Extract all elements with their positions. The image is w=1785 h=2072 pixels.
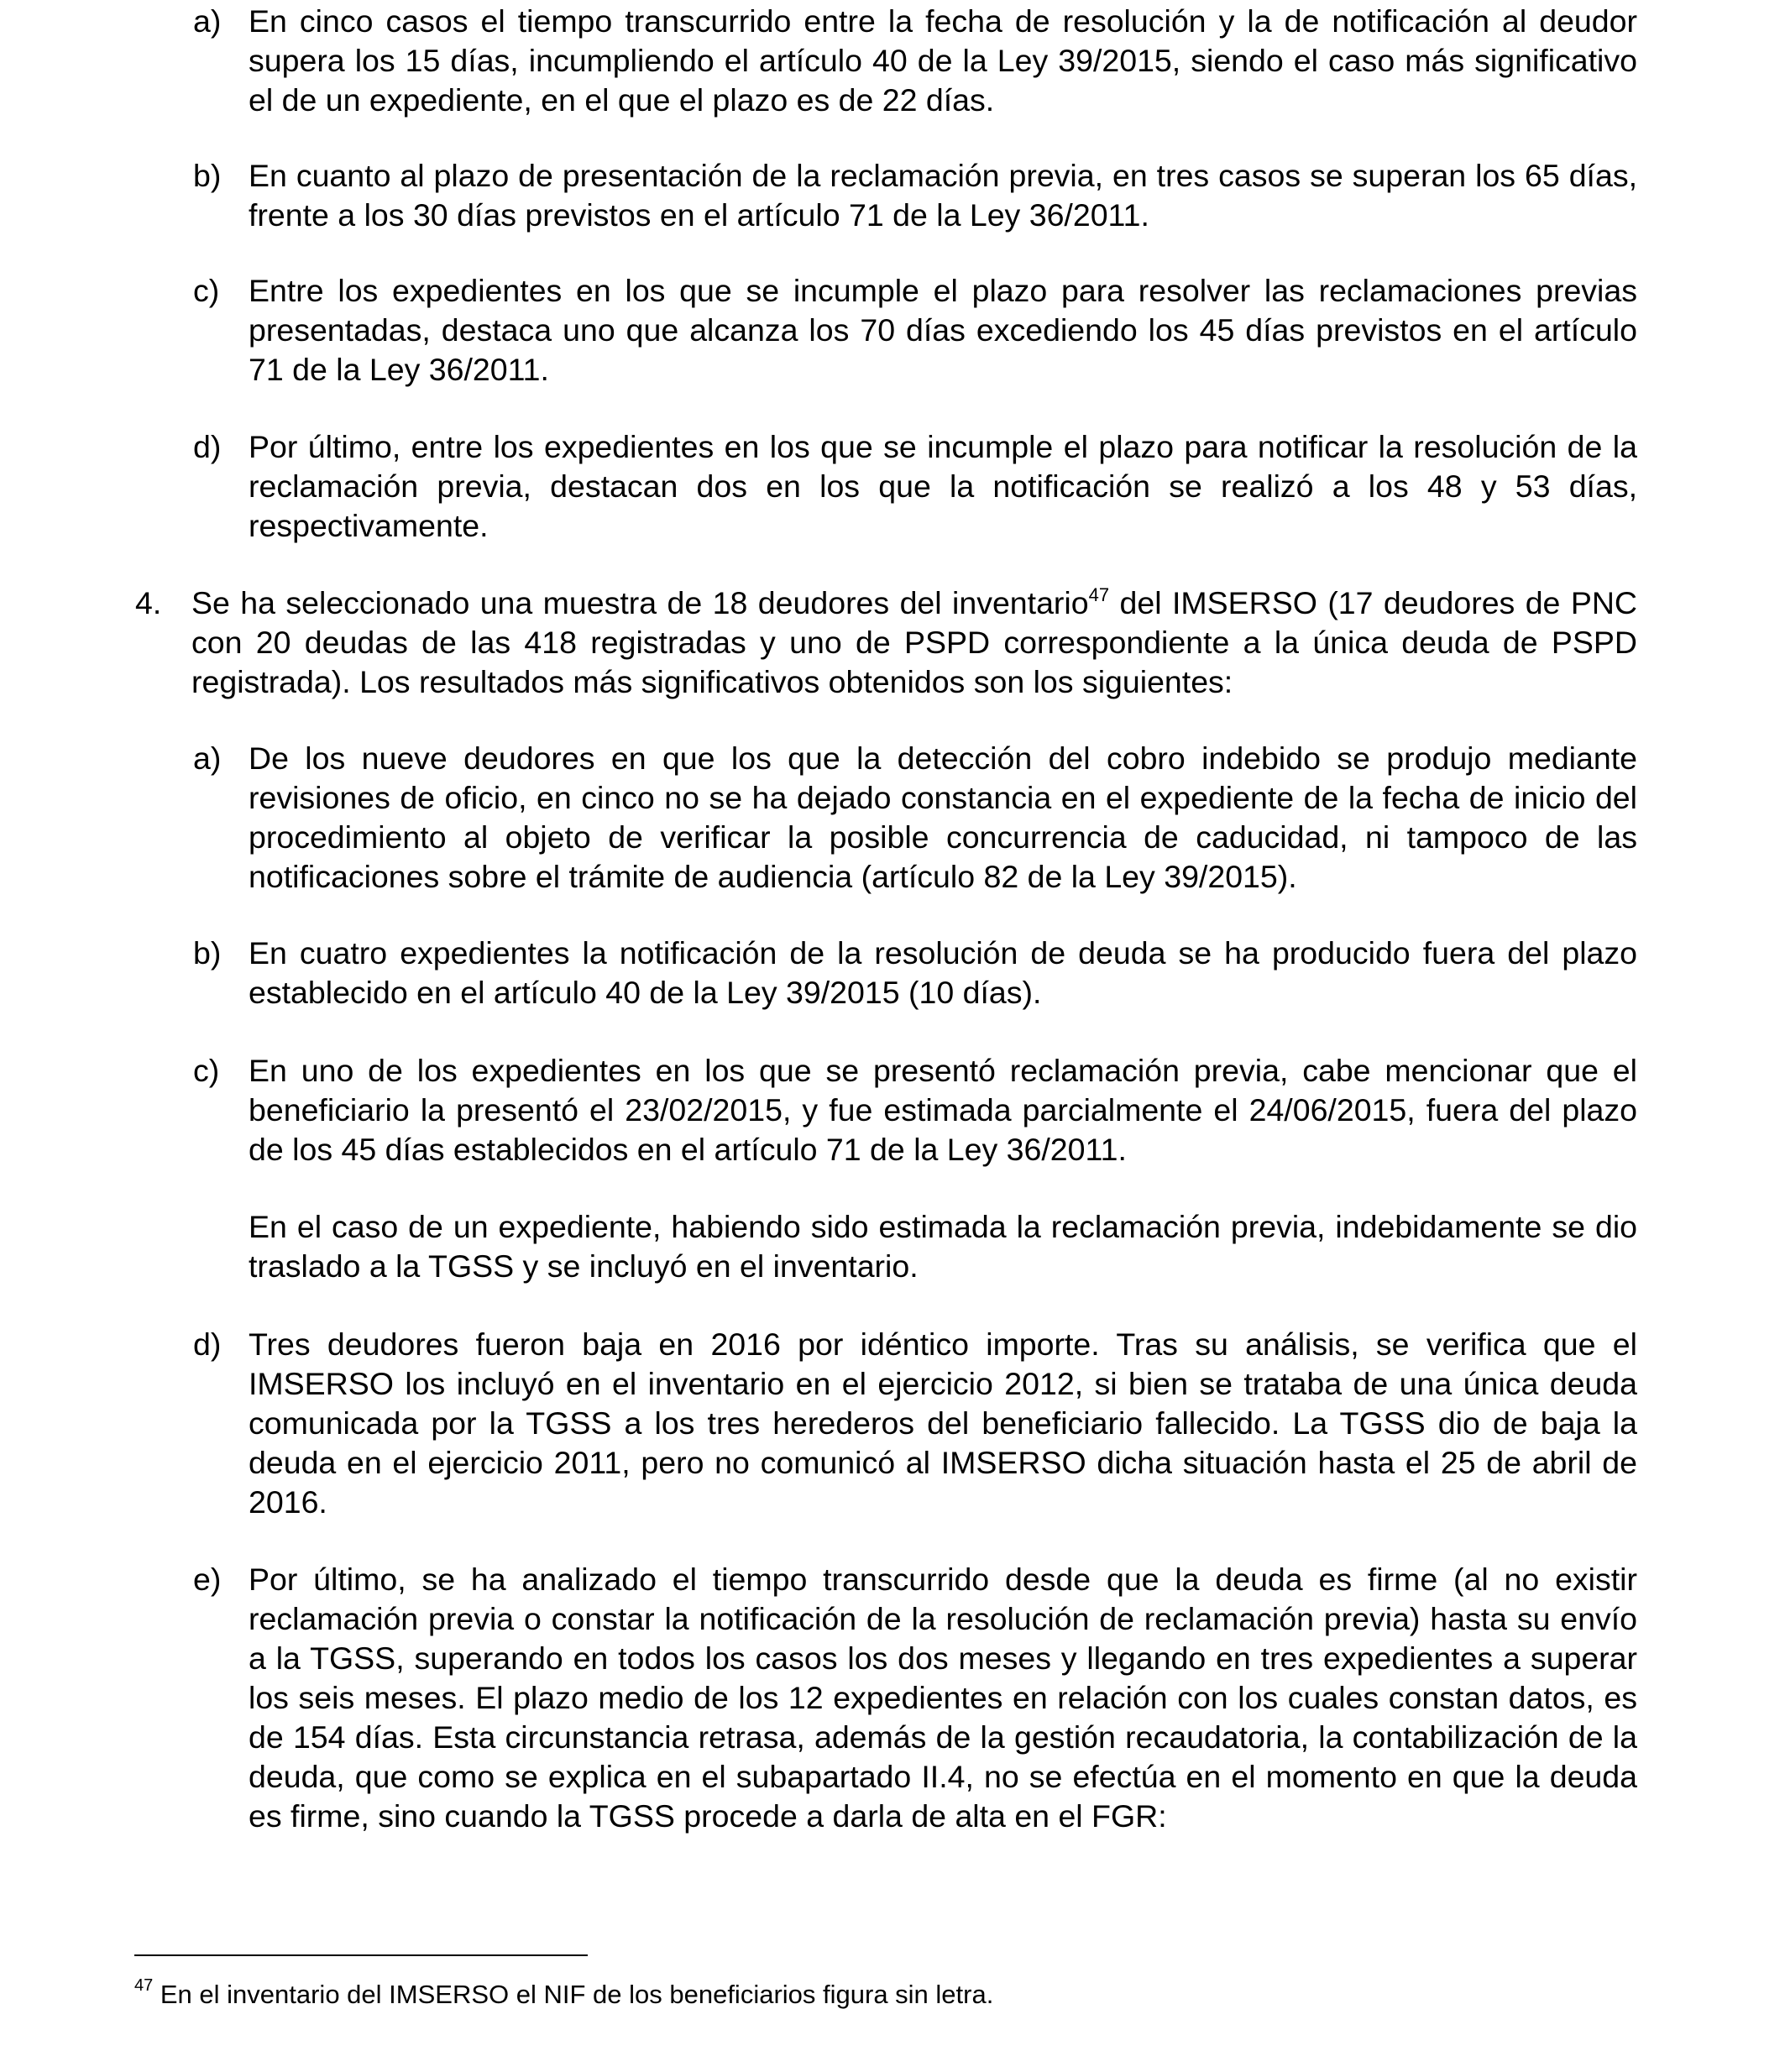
- list-marker: a): [193, 740, 222, 776]
- list-item-e-time-elapsed: [193, 1560, 1637, 1836]
- list-marker: d): [193, 429, 222, 464]
- list-item-c-prior-claim: [193, 1051, 1637, 1169]
- list-marker: b): [193, 935, 222, 971]
- footnote-text: En el inventario del IMSERSO el NIF de los beneficiarios figura sin letra.: [160, 1980, 994, 2009]
- list-item-b-claim-presentation: [193, 156, 1637, 235]
- footnote-number: 47: [134, 1975, 154, 1995]
- list-item-d-duplicate-debtors: [193, 1325, 1637, 1522]
- list-item-c-claim-resolution: [193, 271, 1637, 390]
- list-item-text: En cuanto al plazo de presentación de la reclamación previa, en tres casos se superan los 65 días, frente a los 30 días previstos en el artículo 71 de la Ley 36/2011.: [249, 158, 1637, 233]
- list-item-a-ex-officio-reviews: [193, 739, 1637, 897]
- paragraph-number: 4.: [135, 585, 162, 620]
- footnote-separator: [134, 1954, 588, 1956]
- list-marker: e): [193, 1562, 222, 1597]
- list-marker: d): [193, 1326, 222, 1362]
- list-item-text: Tres deudores fueron baja en 2016 por idéntico importe. Tras su análisis, se verifica que el IMSERSO los incluyó en el inventario en el ejercicio 2012, si bien se trataba de una única deuda comunicada por la TGSS a los tres herederos del beneficiario fallecido. La TGSS dio de baja la deuda en el ejercicio 2011, pero no comunicó al IMSERSO dicha situación hasta el 25 de abril de 2016.: [249, 1326, 1637, 1520]
- list-item-text: En cinco casos el tiempo transcurrido entre la fecha de resolución y la de notificación al deudor supera los 15 días, incumpliendo el artículo 40 de la Ley 39/2015, siendo el caso más significativo el de un expediente, en el que el plazo es de 22 días.: [249, 3, 1637, 118]
- list-item-text: Entre los expedientes en los que se incumple el plazo para resolver las reclamaciones previas presentadas, destaca uno que alcanza los 70 días excediendo los 45 días previstos en el artículo 71 de la Ley 36/2011.: [249, 273, 1637, 387]
- list-item-text: Por último, entre los expedientes en los que se incumple el plazo para notificar la resolución de la reclamación previa, destacan dos en los que la notificación se realizó a los 48 y 53 días, respectivamente.: [249, 429, 1637, 543]
- paragraph-text-after-ref: del IMSERSO (17 deudores de PNC con 20 deudas de las 418 registradas y uno de PSPD correspondiente a la única deuda de PSPD registrada). Los resultados más significativos obtenidos son los siguientes:: [191, 585, 1637, 699]
- footnote-reference: 47: [1088, 583, 1110, 605]
- list-item-a-delay-notification: [193, 2, 1637, 120]
- list-item-c-continuation: En el caso de un expediente, habiendo sido estimada la reclamación previa, indebidamente se dio traslado a la TGSS y se incluyó en el inventario.: [249, 1209, 1637, 1284]
- list-item-text: Por último, se ha analizado el tiempo transcurrido desde que la deuda es firme (al no existir reclamación previa o constar la notificación de la resolución de reclamación previa) hasta su envío a la TGSS, superando en todos los casos los dos meses y llegando en tres expedientes a superar los seis meses. El plazo medio de los 12 expedientes en relación con los cuales constan datos, es de 154 días. Esta circunstancia retrasa, además de la gestión recaudatoria, la contabilización de la deuda, que como se explica en el subapartado II.4, no se efectúa en el momento en que la deuda es firme, sino cuando la TGSS procede a darla de alta en el FGR:: [249, 1562, 1637, 1834]
- footnote: [134, 1975, 1637, 2012]
- list-marker: c): [193, 273, 220, 308]
- list-marker: a): [193, 3, 222, 39]
- list-marker: c): [193, 1053, 220, 1088]
- list-marker: b): [193, 158, 222, 193]
- list-item-text: De los nueve deudores en que los que la detección del cobro indebido se produjo mediante revisiones de oficio, en cinco no se ha dejado constancia en el expediente de la fecha de inicio del procedimiento al objeto de verificar la posible concurrencia de caducidad, ni tampoco de las notificaciones sobre el trámite de audiencia (artículo 82 de la Ley 39/2015).: [249, 740, 1637, 894]
- list-item-b-debt-notification: [193, 934, 1637, 1012]
- list-item-d-claim-notification: [193, 427, 1637, 546]
- paragraph-text-before-ref: Se ha seleccionado una muestra de 18 deudores del inventario: [191, 585, 1089, 620]
- numbered-paragraph-4: [135, 583, 1637, 702]
- list-item-text: En uno de los expedientes en los que se presentó reclamación previa, cabe mencionar que el beneficiario la presentó el 23/02/2015, y fue estimada parcialmente el 24/06/2015, fuera del plazo de los 45 días establecidos en el artículo 71 de la Ley 36/2011.: [249, 1053, 1637, 1167]
- list-item-text: En cuatro expedientes la notificación de la resolución de deuda se ha producido fuera del plazo establecido en el artículo 40 de la Ley 39/2015 (10 días).: [249, 935, 1637, 1010]
